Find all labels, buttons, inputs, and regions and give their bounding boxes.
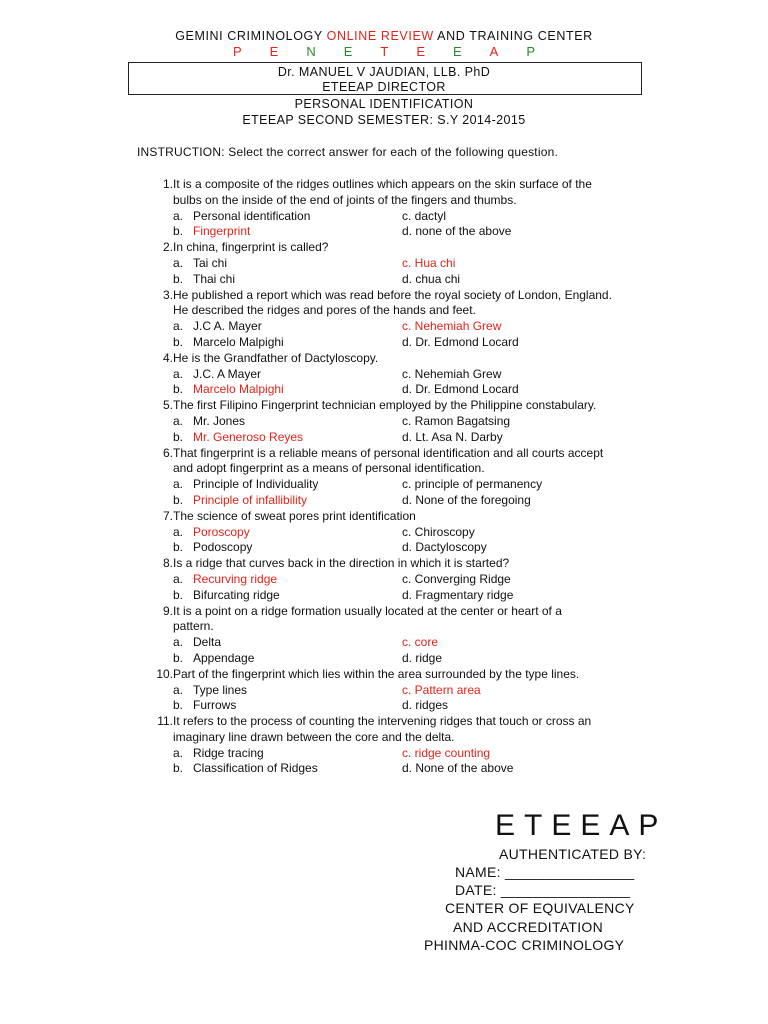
option-text: d. None of the above: [402, 761, 514, 776]
header-spaced-letter: E: [269, 44, 279, 59]
option-row: [150, 683, 650, 699]
answer-option: [402, 572, 642, 588]
option-row: [150, 430, 650, 446]
question-item: [150, 556, 650, 603]
option-text: c. dactyl: [402, 208, 447, 223]
question-number: 7.: [162, 508, 173, 523]
option-text: d. ridges: [402, 698, 449, 713]
option-letter: b.: [173, 224, 184, 239]
option-letter: b.: [173, 334, 184, 349]
option-letter: a.: [173, 571, 184, 586]
answer-option: [402, 761, 642, 777]
option-letter: a.: [173, 255, 184, 270]
option-letter: b.: [173, 587, 184, 602]
answer-option: [150, 683, 402, 699]
question-list: [150, 177, 650, 777]
option-text: Furrows: [193, 698, 237, 713]
answer-option: [150, 367, 402, 383]
header-spaced-letter: A: [489, 44, 499, 59]
answer-option: [402, 367, 642, 383]
header-spaced-letter: P: [526, 44, 536, 59]
option-row: [150, 540, 650, 556]
header-spaced-letter: N: [306, 44, 316, 59]
option-text: d. Fragmentary ridge: [402, 587, 514, 602]
option-text: Tai chi: [193, 255, 228, 270]
answer-option: [402, 525, 642, 541]
question-text: It is a point on a ridge formation usually located at the center or heart of a: [173, 603, 562, 618]
option-row: [150, 493, 650, 509]
question-text: It is a composite of the ridges outlines which appears on the skin surface of the: [173, 177, 592, 191]
option-letter: a.: [173, 745, 184, 760]
option-text: Delta: [193, 635, 222, 650]
question-indent: [150, 303, 173, 319]
question-text: pattern.: [173, 619, 214, 634]
header-spaced-letters: [0, 44, 768, 59]
option-row: [150, 272, 650, 288]
header-spaced-letter: P: [232, 44, 242, 59]
answer-option: [402, 272, 642, 288]
correct-answer-text: c. Hua chi: [402, 255, 456, 270]
option-row: [150, 382, 650, 398]
question-number: 4.: [162, 350, 173, 365]
answer-option: [150, 224, 402, 240]
question-indent: [150, 461, 173, 477]
correct-answer-text: c. ridge counting: [402, 745, 491, 760]
answer-option: [150, 572, 402, 588]
question-text: He described the ridges and pores of the hands and feet.: [173, 303, 476, 318]
header-title: [0, 29, 768, 43]
answer-option: [150, 319, 402, 335]
authenticated-by: AUTHENTICATED BY:: [499, 846, 647, 862]
option-text: J.C A. Mayer: [193, 319, 262, 334]
correct-answer-text: Poroscopy: [193, 524, 250, 539]
option-row: [150, 319, 650, 335]
question-text: It refers to the process of counting the intervening ridges that touch or cross an: [173, 714, 592, 729]
center-line-2: AND ACCREDITATION: [453, 919, 604, 935]
answer-option: [150, 382, 402, 398]
option-letter: b.: [173, 698, 184, 713]
option-letter: b.: [173, 492, 184, 507]
option-text: c. Nehemiah Grew: [402, 366, 502, 381]
option-letter: a.: [173, 413, 184, 428]
answer-option: [150, 335, 402, 351]
question-number: 9.: [162, 603, 173, 618]
option-row: [150, 367, 650, 383]
header-title-part3: AND TRAINING CENTER: [433, 29, 593, 43]
option-text: d. ridge: [402, 650, 443, 665]
question-number: 11.: [157, 714, 173, 729]
option-text: c. principle of permanency: [402, 477, 543, 492]
option-row: [150, 209, 650, 225]
option-text: d. Dr. Edmond Locard: [402, 382, 519, 397]
correct-answer-text: Marcelo Malpighi: [193, 382, 284, 397]
question-text: and adopt fingerprint as a means of personal identification.: [173, 461, 485, 476]
option-text: Bifurcating ridge: [193, 587, 280, 602]
correct-answer-text: c. Nehemiah Grew: [402, 319, 502, 334]
correct-answer-text: c. Pattern area: [402, 682, 481, 697]
option-text: d. Lt. Asa N. Darby: [402, 429, 503, 444]
answer-option: [150, 493, 402, 509]
option-row: [150, 224, 650, 240]
header-spaced-letter: E: [343, 44, 353, 59]
option-text: Appendage: [193, 650, 255, 665]
center-line-1: CENTER OF EQUIVALENCY: [445, 900, 635, 916]
instruction-label: INSTRUCTION:: [137, 145, 225, 159]
question-item: [150, 351, 650, 398]
option-letter: b.: [173, 429, 184, 444]
option-letter: a.: [173, 635, 184, 650]
question-item: [150, 398, 650, 445]
answer-option: [150, 635, 402, 651]
director-title: ETEEAP DIRECTOR: [322, 80, 446, 94]
answer-option: [150, 430, 402, 446]
header-spaced-letter: E: [416, 44, 425, 59]
option-row: [150, 635, 650, 651]
answer-option: [402, 319, 642, 335]
option-text: d. None of the foregoing: [402, 492, 531, 507]
option-row: [150, 651, 650, 667]
option-row: [150, 746, 650, 762]
option-letter: b.: [173, 271, 184, 286]
question-text: The science of sweat pores print identification: [173, 508, 416, 523]
answer-option: [402, 382, 642, 398]
header-spaced-letter: T: [380, 44, 389, 59]
answer-option: [402, 414, 642, 430]
option-text: d. chua chi: [402, 271, 461, 286]
instruction-text: Select the correct answer for each of the following question.: [224, 145, 558, 159]
option-row: [150, 477, 650, 493]
eteeap-logo-text: ETEEAP: [495, 809, 668, 842]
correct-answer-text: Mr. Generoso Reyes: [193, 429, 304, 444]
answer-option: [150, 209, 402, 225]
option-letter: a.: [173, 208, 184, 223]
header-title-part1: GEMINI CRIMINOLOGY: [175, 29, 327, 43]
answer-option: [402, 256, 642, 272]
semester-title: ETEEAP SECOND SEMESTER: S.Y 2014-2015: [242, 113, 526, 127]
instruction: [137, 145, 558, 159]
question-item: [150, 604, 650, 667]
answer-option: [150, 588, 402, 604]
question-number: 8.: [162, 556, 173, 571]
question-text: bulbs on the inside of the end of joints of the fingers and thumbs.: [173, 192, 517, 207]
answer-option: [150, 477, 402, 493]
option-text: c. Converging Ridge: [402, 571, 511, 586]
answer-option: [150, 525, 402, 541]
answer-option: [402, 335, 642, 351]
question-item: [150, 714, 650, 777]
question-text: Part of the fingerprint which lies within the area surrounded by the type lines.: [173, 666, 580, 681]
answer-option: [402, 588, 642, 604]
answer-option: [402, 683, 642, 699]
option-text: Type lines: [193, 682, 248, 697]
question-indent: [150, 619, 173, 635]
center-line-3: PHINMA-COC CRIMINOLOGY: [424, 937, 625, 953]
correct-answer-text: Fingerprint: [193, 224, 251, 239]
answer-option: [402, 635, 642, 651]
option-letter: a.: [173, 524, 184, 539]
option-text: d. Dactyloscopy: [402, 540, 487, 555]
answer-option: [150, 414, 402, 430]
option-row: [150, 761, 650, 777]
answer-option: [150, 651, 402, 667]
answer-option: [402, 224, 642, 240]
answer-option: [150, 761, 402, 777]
question-text: In china, fingerprint is called?: [173, 240, 329, 255]
question-number: 10.: [156, 666, 173, 681]
answer-option: [150, 698, 402, 714]
option-letter: b.: [173, 382, 184, 397]
question-text: The first Filipino Fingerprint technician employed by the Philippine constabulary.: [173, 398, 597, 413]
option-text: d. none of the above: [402, 224, 512, 239]
option-letter: a.: [173, 477, 184, 492]
answer-option: [150, 746, 402, 762]
option-text: Principle of Individuality: [193, 477, 319, 492]
question-text: He is the Grandfather of Dactyloscopy.: [173, 350, 379, 365]
answer-option: [402, 698, 642, 714]
answer-option: [402, 430, 642, 446]
correct-answer-text: Principle of infallibility: [193, 492, 308, 507]
subject-title: PERSONAL IDENTIFICATION: [294, 97, 474, 111]
option-row: [150, 572, 650, 588]
question-item: [150, 446, 650, 509]
answer-option: [150, 272, 402, 288]
answer-option: [402, 493, 642, 509]
option-letter: b.: [173, 650, 184, 665]
question-item: [150, 509, 650, 556]
option-text: Ridge tracing: [193, 745, 264, 760]
correct-answer-text: c. core: [402, 635, 439, 650]
question-text: Is a ridge that curves back in the direction in which it is started?: [173, 556, 510, 571]
answer-option: [402, 477, 642, 493]
option-text: Marcelo Malpighi: [193, 334, 284, 349]
option-text: Podoscopy: [193, 540, 253, 555]
option-text: Classification of Ridges: [193, 761, 318, 776]
option-text: d. Dr. Edmond Locard: [402, 334, 519, 349]
question-number: 3.: [162, 287, 173, 302]
header-spaced-letter: E: [453, 44, 462, 59]
question-text: imaginary line drawn between the core and the delta.: [173, 729, 455, 744]
answer-option: [150, 540, 402, 556]
option-letter: a.: [173, 319, 184, 334]
director-name: Dr. MANUEL V JAUDIAN, LLB. PhD: [277, 65, 491, 79]
option-row: [150, 698, 650, 714]
option-letter: a.: [173, 682, 184, 697]
answer-option: [150, 256, 402, 272]
header-title-highlight: ONLINE REVIEW: [326, 29, 434, 43]
question-text: He published a report which was read before the royal society of London, England.: [173, 287, 612, 302]
answer-option: [402, 746, 642, 762]
question-indent: [150, 193, 173, 209]
option-row: [150, 525, 650, 541]
question-item: [150, 240, 650, 287]
answer-option: [402, 651, 642, 667]
answer-option: [402, 209, 642, 225]
name-field: NAME: ________________: [455, 864, 635, 880]
option-letter: b.: [173, 761, 184, 776]
question-indent: [150, 730, 173, 746]
option-text: c. Chiroscopy: [402, 524, 475, 539]
question-text: That fingerprint is a reliable means of personal identification and all courts accept: [173, 445, 604, 460]
option-text: c. Ramon Bagatsing: [402, 413, 511, 428]
question-number: 5.: [162, 398, 173, 413]
option-letter: a.: [173, 366, 184, 381]
option-text: Thai chi: [193, 271, 236, 286]
question-number: 2.: [162, 240, 173, 255]
option-row: [150, 256, 650, 272]
option-text: Mr. Jones: [193, 413, 246, 428]
question-number: 1.: [162, 177, 173, 191]
option-letter: b.: [173, 540, 184, 555]
answer-option: [402, 540, 642, 556]
option-text: Personal identification: [193, 208, 311, 223]
option-row: [150, 335, 650, 351]
option-text: J.C. A Mayer: [193, 366, 262, 381]
option-row: [150, 414, 650, 430]
correct-answer-text: Recurving ridge: [193, 571, 278, 586]
question-item: [150, 177, 650, 240]
question-number: 6.: [162, 445, 173, 460]
option-row: [150, 588, 650, 604]
question-item: [150, 288, 650, 351]
date-field: DATE: ________________: [455, 882, 631, 898]
question-item: [150, 667, 650, 714]
